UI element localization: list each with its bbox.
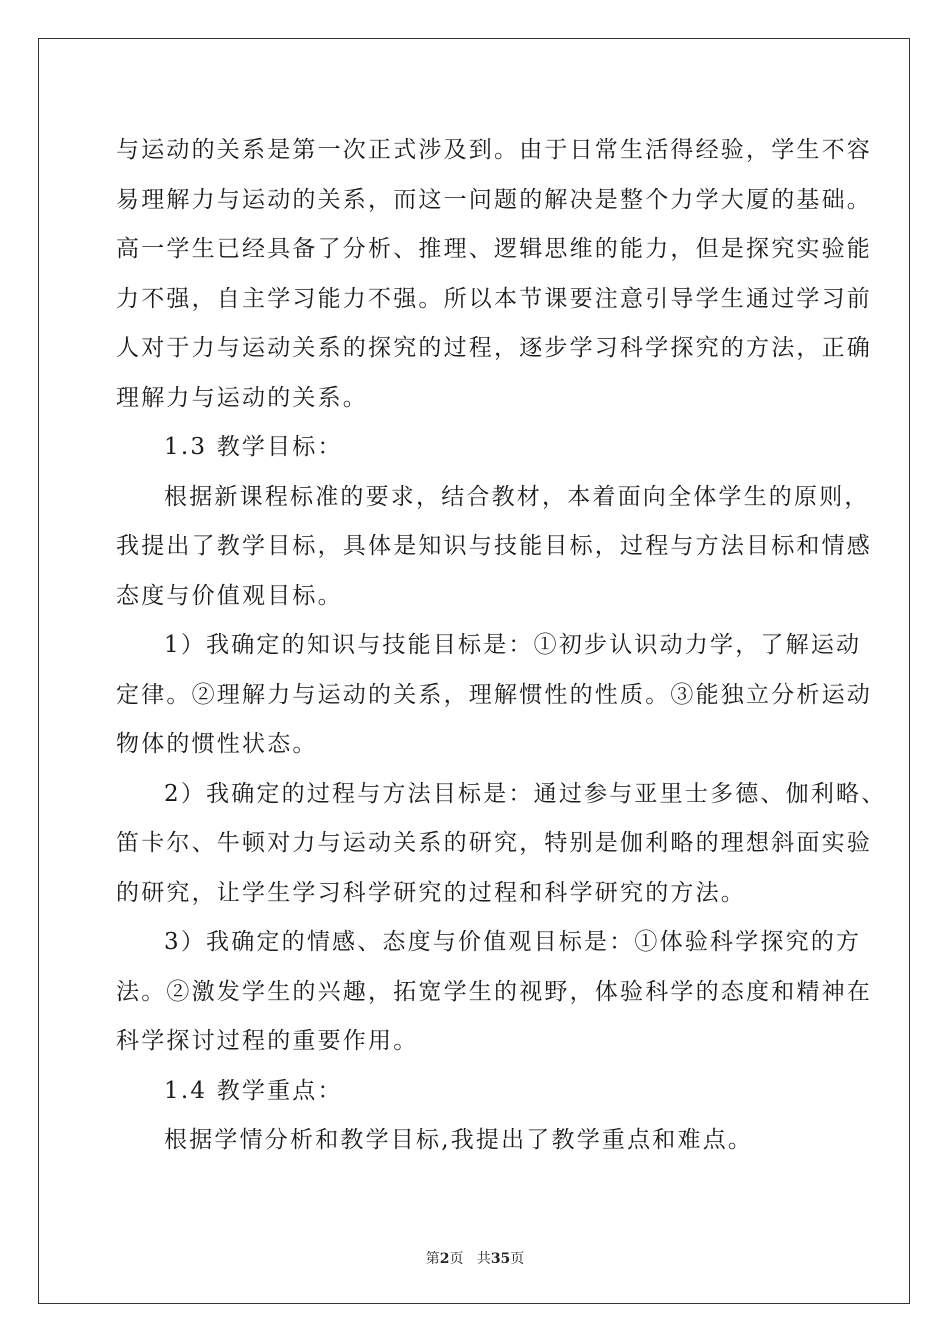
list-item-line: 科学探讨过程的重要作用。 xyxy=(116,1028,419,1054)
list-item-line: 1）我确定的知识与技能目标是：①初步认识动力学，了解运动 xyxy=(164,632,862,658)
document-body xyxy=(116,126,887,1166)
paragraph-line: 根据新课程标准的要求，结合教材，本着面向全体学生的原则， xyxy=(164,483,870,510)
footer-page-number: 2 xyxy=(439,1251,450,1267)
paragraph-line: 根据学情分析和教学目标,我提出了教学重点和难点。 xyxy=(164,1127,754,1153)
page-footer xyxy=(0,1248,950,1268)
paragraph-line: 与运动的关系是第一次正式涉及到。由于日常生活得经验，学生不容 xyxy=(116,137,872,163)
list-item-line: 的研究，让学生学习科学研究的过程和科学研究的方法。 xyxy=(116,879,746,906)
paragraph-line: 我提出了教学目标，具体是知识与技能目标，过程与方法目标和情感 xyxy=(116,533,872,559)
paragraph-line: 易理解力与运动的关系，而这一问题的解决是整个力学大厦的基础。 xyxy=(116,186,872,213)
footer-page-suffix: 页 xyxy=(449,1251,464,1267)
footer-total-prefix: 共 xyxy=(476,1251,491,1267)
footer-page-prefix: 第 xyxy=(425,1251,440,1267)
section-heading: 1.4 教学重点： xyxy=(164,1077,343,1104)
list-item-line: 2）我确定的过程与方法目标是：通过参与亚里士多德、伽利略、 xyxy=(164,780,887,807)
list-item-line: 法。②激发学生的兴趣，拓宽学生的视野，体验科学的态度和精神在 xyxy=(116,978,872,1005)
paragraph-line: 力不强，自主学习能力不强。所以本节课要注意引导学生通过学习前 xyxy=(116,285,872,312)
footer-total-pages: 35 xyxy=(490,1251,511,1267)
list-item-line: 笛卡尔、牛顿对力与运动关系的研究，特别是伽利略的理想斜面实验 xyxy=(116,830,872,856)
list-item-line: 物体的惯性状态。 xyxy=(116,731,318,757)
footer-total-suffix: 页 xyxy=(510,1251,525,1267)
paragraph-line: 高一学生已经具备了分析、推理、逻辑思维的能力，但是探究实验能 xyxy=(116,236,872,262)
list-item-line: 定律。②理解力与运动的关系，理解惯性的性质。③能独立分析运动 xyxy=(116,681,872,708)
section-heading: 1.3 教学目标： xyxy=(164,434,343,460)
paragraph-line: 理解力与运动的关系。 xyxy=(116,384,368,411)
list-item-line: 3）我确定的情感、态度与价值观目标是：①体验科学探究的方 xyxy=(164,929,862,955)
paragraph-line: 态度与价值观目标。 xyxy=(116,582,343,609)
paragraph-line: 人对于力与运动关系的探究的过程，逐步学习科学探究的方法，正确 xyxy=(116,335,872,361)
